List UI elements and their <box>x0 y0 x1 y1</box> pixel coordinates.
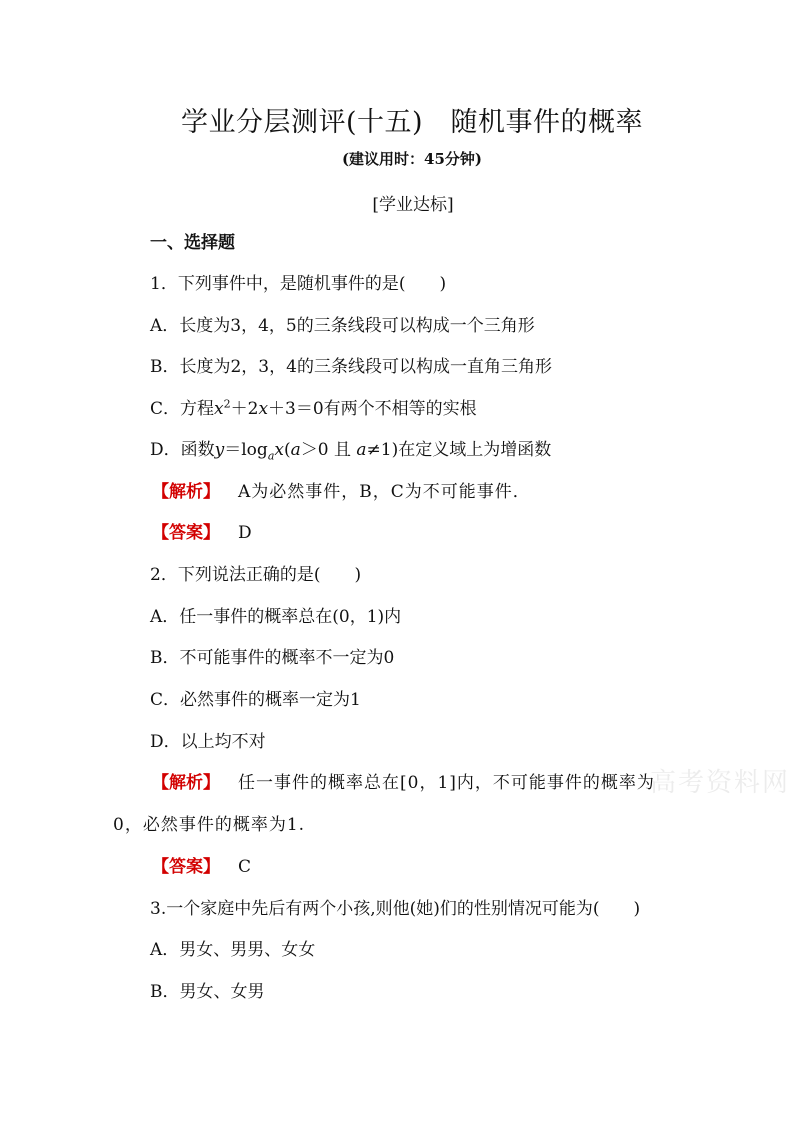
q1-option-c-prefix: C．方程 <box>150 399 215 419</box>
q1-option-d-suffix: 在定义域上为增函数 <box>398 440 552 460</box>
q2-stem: 2．下列说法正确的是( ) <box>150 565 362 585</box>
q1-option-c-equation: $x^2+2x+3=0$ <box>214 397 324 419</box>
q2-option-a: A．任一事件的概率总在(0，1)内 <box>150 607 402 627</box>
q1-option-d-formula: $y=\log_ax(a>0$ 且 a≠1) <box>214 440 399 463</box>
q1-answer <box>152 522 252 544</box>
q2-analysis-line2: 0，必然事件的概率为1. <box>113 815 306 835</box>
q2-analysis <box>152 772 655 794</box>
q2-analysis-line1: 任一事件的概率总在[0，1]内，不可能事件的概率为 <box>238 773 655 793</box>
page-title: 学业分层测评(十五) 随机事件的概率 <box>180 107 644 138</box>
q1-option-a: A．长度为3，4，5的三条线段可以构成一个三角形 <box>150 316 535 336</box>
q1-analysis-tag: 【解析】 <box>152 482 220 502</box>
q2-option-d: D．以上均不对 <box>150 732 266 752</box>
q2-answer-value: C <box>238 857 252 877</box>
choice-section-heading: 一、选择题 <box>150 233 235 253</box>
section-title: [学业达标] <box>372 195 454 215</box>
q2-option-c: C．必然事件的概率一定为1 <box>150 690 361 710</box>
q2-analysis-tag: 【解析】 <box>152 773 220 793</box>
q3-option-a: A．男女、男男、女女 <box>150 940 316 960</box>
q1-analysis-text: A为必然事件，B，C为不可能事件． <box>238 482 531 502</box>
q1-option-c <box>150 398 477 420</box>
q1-option-d-prefix: D．函数 <box>150 440 215 460</box>
q2-answer <box>152 856 251 878</box>
q3-stem: 3.一个家庭中先后有两个小孩,则他(她)们的性别情况可能为( ) <box>150 899 641 919</box>
q2-option-b: B．不可能事件的概率不一定为0 <box>150 648 395 668</box>
watermark: 高考资料网 <box>650 768 791 798</box>
q1-option-d <box>150 439 551 461</box>
time-note: (建议用时：45分钟) <box>341 150 483 168</box>
q1-answer-tag: 【答案】 <box>152 523 220 543</box>
q1-option-b: B．长度为2，3，4的三条线段可以构成一直角三角形 <box>150 357 552 377</box>
q3-option-b: B．男女、女男 <box>150 982 265 1002</box>
q2-answer-tag: 【答案】 <box>152 857 220 877</box>
q1-analysis <box>152 481 531 503</box>
q1-answer-value: D <box>238 523 252 543</box>
q1-option-c-suffix: 有两个不相等的实根 <box>323 399 477 419</box>
q1-stem: 1．下列事件中，是随机事件的是( ) <box>150 274 447 294</box>
